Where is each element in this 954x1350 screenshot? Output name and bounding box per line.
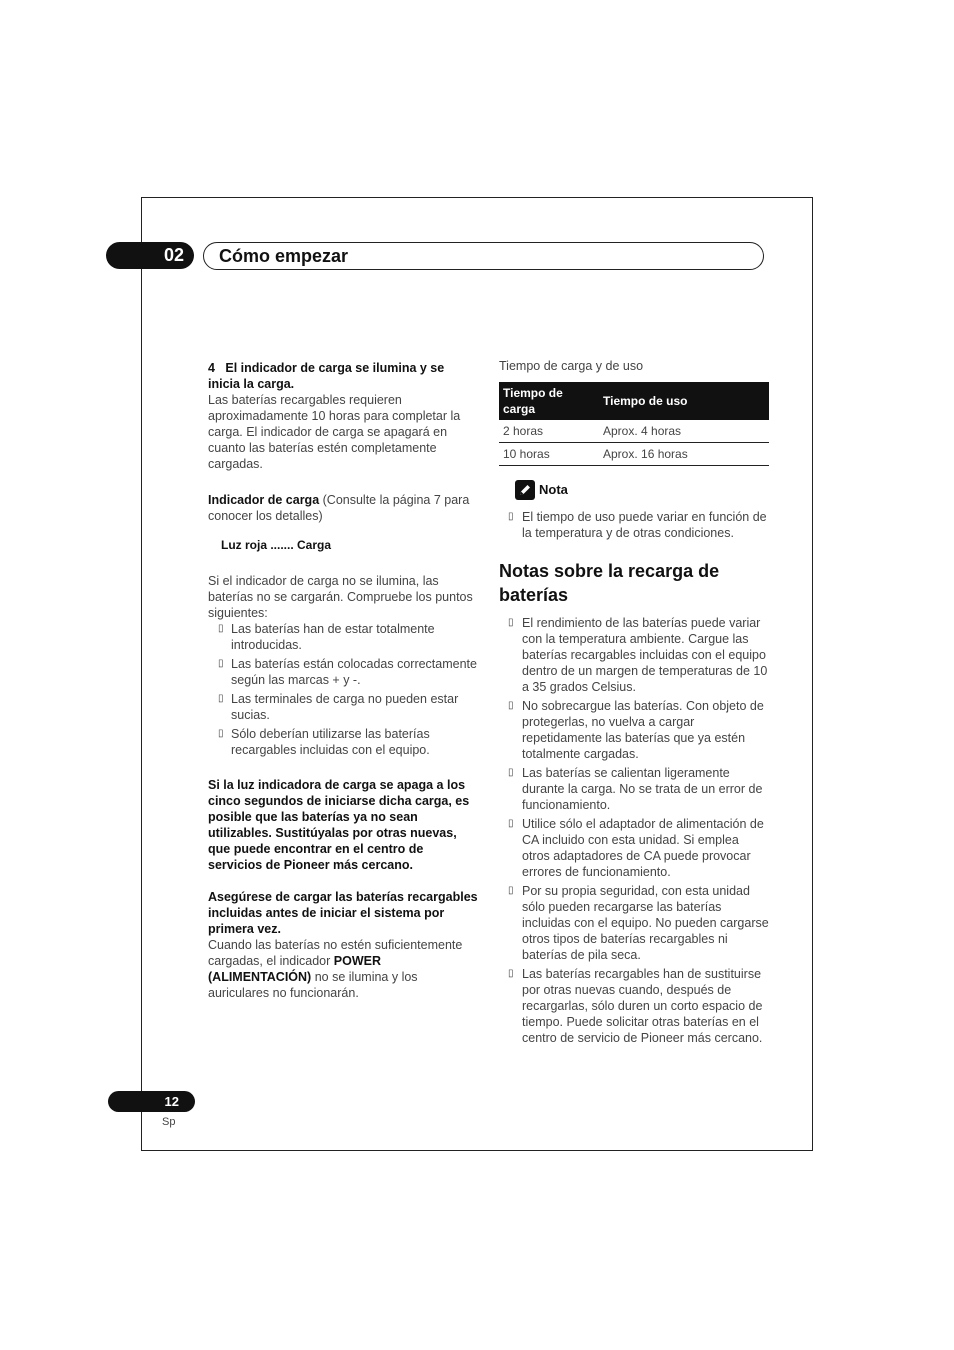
warning-paragraph: Si la luz indicadora de carga se apaga a los cinco segundos de iniciarse dicha carga, es posible que las baterías ya no sean utilizables. Sustitúyalas por otras nuevas, que puede encontrar en el centro de servicios de Pioneer más cercano. [208,778,470,872]
step-title: El indicador de carga se ilumina y se inicia la carga. [208,361,445,391]
note-pencil-icon [515,480,535,500]
table-cell: Aprox. 4 horas [599,420,769,443]
page-number-badge: 12 [108,1091,195,1112]
first-use-body [208,937,478,1001]
list-item: ▯ Las baterías están colocadas correctamente según las marcas + y -. [208,656,478,688]
chapter-title: Cómo empezar [203,242,764,270]
recharge-notes-list [508,615,769,1046]
table-caption: Tiempo de carga y de uso [499,359,644,373]
first-use-heading: Asegúrese de cargar las baterías recargables incluidas antes de iniciar el sistema por primera vez. [208,890,478,936]
table-row [499,420,769,443]
list-item: ▯ Sólo deberían utilizarse las baterías recargables incluidas con el equipo. [208,726,478,758]
check-list [208,621,478,758]
table-cell: Aprox. 16 horas [599,443,769,466]
note-list [508,509,769,541]
indicator-label: Indicador de carga [208,493,320,507]
table-header-cell: Tiempo de carga [499,382,599,420]
chapter-number-badge: 02 [106,242,194,269]
note-title: Nota [539,482,568,497]
light-status-line: Luz roja ....... Carga [221,538,332,552]
power-label: POWER (ALIMENTACIÓN) [208,954,382,984]
step-body: Las baterías recargables requieren aproximadamente 10 horas para completar la carga. El indicador de carga se apagará en cuanto las baterías estén completamente cargadas. [208,393,461,471]
table-header-row [499,382,769,420]
table-cell: 2 horas [499,420,599,443]
list-item: ▯ Las baterías han de estar totalmente introducidas. [208,621,478,653]
first-use-text-2: no se ilumina y los auriculares no funcionarán. [208,970,418,1000]
list-item: ▯ Las baterías recargables han de sustituirse por otras nuevas cuando, después de recargarlas, sólo duren un corto espacio de tiempo. Puede solicitar otras baterías en el centro de servicio de Pioneer más cercano. [508,966,769,1046]
list-item: ▯ No sobrecargue las baterías. Con objeto de protegerlas, no vuelva a cargar repetidamente las baterías que ya estén totalmente cargadas. [508,698,769,762]
list-item: ▯ Las baterías se calientan ligeramente durante la carga. No se trata de un error de funcionamiento. [508,765,769,813]
list-item: ▯ El rendimiento de las baterías puede variar con la temperatura ambiente. Cargue las baterías recargables incluidas con el equipo dentro de un margen de temperaturas de 10 a 35 grados Celsius. [508,615,769,695]
table-header-cell: Tiempo de uso [599,382,769,420]
list-item: ▯ Utilice sólo el adaptador de alimentación de CA incluido con esta unidad. Si emplea otros adaptadores de CA puede provocar errores de funcionamiento. [508,816,769,880]
section-title: Notas sobre la recarga de baterías [499,561,720,605]
right-column [499,358,769,1049]
charge-time-table [499,382,769,466]
step-number: 4 [208,361,215,375]
first-use-text-1: Cuando las baterías no estén suficientemente cargadas, el indicador [208,938,463,968]
step-heading [208,360,478,392]
check-intro: Si el indicador de carga no se ilumina, las baterías no se cargarán. Compruebe los puntos siguientes: [208,574,473,620]
list-item: ▯ Las terminales de carga no pueden estar sucias. [208,691,478,723]
list-item: ▯ El tiempo de uso puede variar en función de la temperatura y de otras condiciones. [508,509,769,541]
note-heading [499,480,769,500]
language-code: Sp [162,1116,176,1128]
table-row [499,443,769,466]
left-column [208,360,478,1001]
indicator-ref: (Consulte la página 7 para conocer los detalles) [208,493,470,523]
indicator-paragraph [208,492,478,524]
list-item: ▯ Por su propia seguridad, con esta unidad sólo pueden recargarse las baterías incluidas con el equipo. No pueden cargarse otros tipos de baterías recargables ni baterías de pila seca. [508,883,769,963]
table-cell: 10 horas [499,443,599,466]
